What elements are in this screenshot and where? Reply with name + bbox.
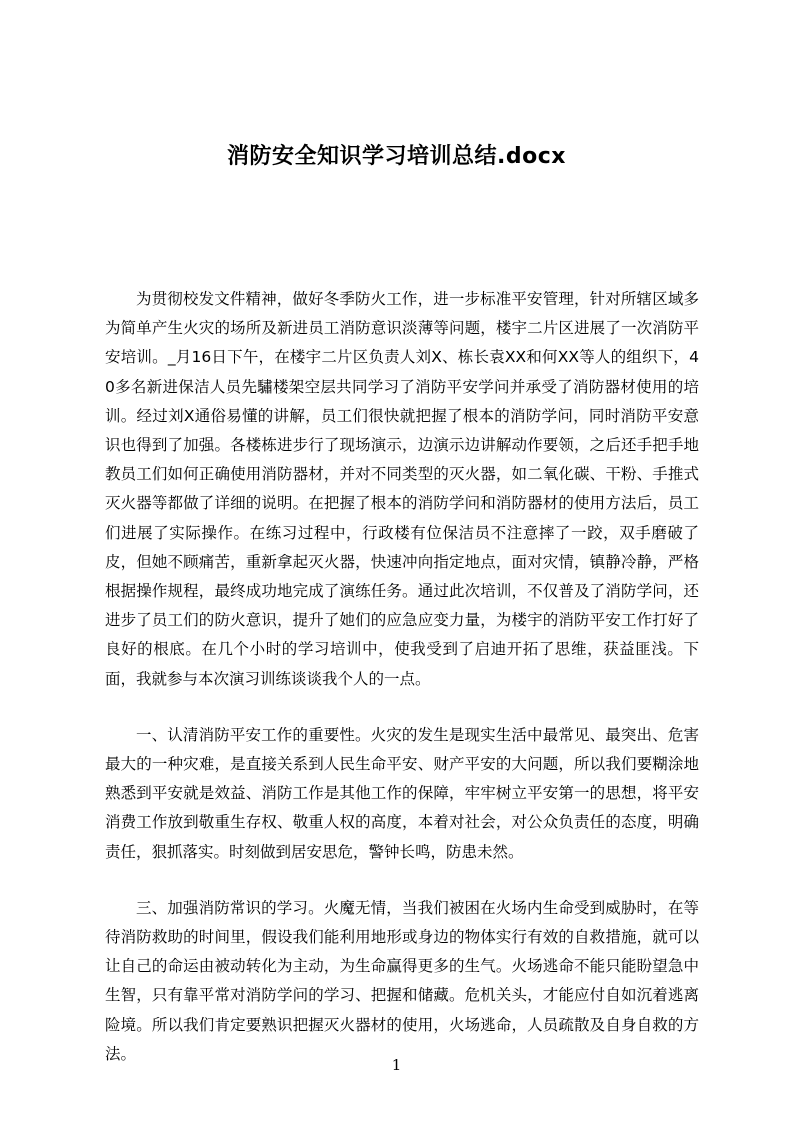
paragraph-intro: 为贯彻校发文件精神，做好冬季防火工作，进一步标准平安管理，针对所辖区域多为简单产生火灾的场所及新进员工消防意识淡薄等问题，楼宇二片区进展了一次消防平安培训。_月16日下午，在楼宇二片区负责人刘X、栋长袁XX和何XX等人的组织下，40多名新进保洁人员先驌楼架空层共同学习了消防平安学问并承受了消防器材使用的培训。经过刘X通俗易懂的讲解，员工们很快就把握了根本的消防学问，同时消防平安意识也得到了加强。各楼栋进步行了现场演示，边演示边讲解动作要领，之后还手把手地教员工们如何正确使用消防器材，并对不同类型的灭火器，如二氧化碳、干粉、手推式灭火器等都做了详细的说明。在把握了根本的消防学问和消防器材的使用方法后，员工们进展了实际操作。在练习过程中，行政楼有位保洁员不注意摔了一跤，双手磨破了皮，但她不顾痛苦，重新拿起灭火器，快速冲向指定地点，面对灾情，镇静冷静，严格根据操作规程，最终成功地完成了演练任务。通过此次培训，不仅普及了消防学问，还进步了员工们的防火意识，提升了她们的应急应变力量，为楼宇的消防平安工作打好了良好的根底。在几个小时的学习培训中，使我受到了启迪开拓了思维，获益匪浅。下面，我就参与本次演习训练谈谈我个人的一点。	[105, 290, 699, 688]
page-number: 1	[391, 1056, 402, 1074]
paragraph-section-importance: 一、认清消防平安工作的重要性。火灾的发生是现实生活中最常见、最突出、危害最大的一种灾难，是直接关系到人民生命平安、财产平安的大问题，所以我们要糊涂地熟悉到平安就是效益、消防工作是其他工作的保障，牢牢树立平安第一的思想，将平安消费工作放到敬重生存权、敬重人权的高度，本着对社会，对公众负责任的态度，明确责任，狠抓落实。时刻做到居安思危，警钟长鸣，防患未然。	[105, 725, 699, 861]
document-title: 消防安全知识学习培训总结.docx	[227, 144, 566, 169]
paragraph-section-knowledge: 三、加强消防常识的学习。火魔无情，当我们被困在火场内生命受到威胁时，在等待消防救助的时间里，假设我们能利用地形或身边的物体实行有效的自救措施，就可以让自己的命运由被动转化为主动，为生命赢得更多的生气。火场逃命不能只能盼望急中生智，只有靠平常对消防学问的学习、把握和储藏。危机关头，才能应付自如沉着逃离险境。所以我们肯定要熟识把握灭火器材的使用，火场逃命，人员疏散及自身自救的方法。	[105, 898, 699, 1063]
document-body	[105, 285, 699, 1069]
